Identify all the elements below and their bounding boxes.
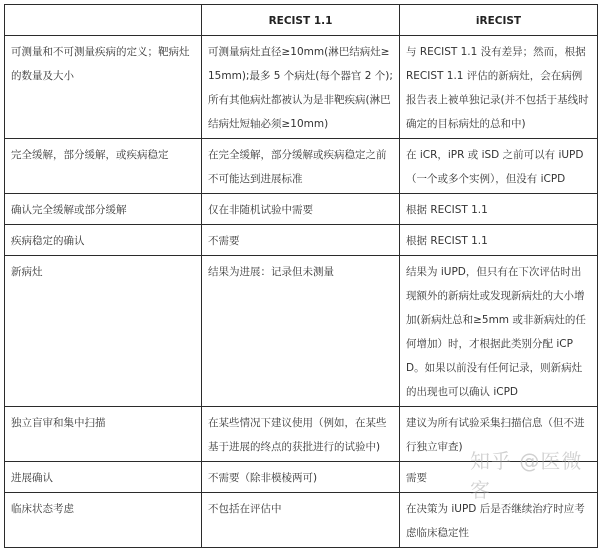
recist-cell: 不包括在评估中	[202, 493, 400, 548]
header-criterion	[5, 5, 202, 36]
header-irecist: iRECIST	[400, 5, 598, 36]
criterion-cell: 进展确认	[5, 462, 202, 493]
table-row	[5, 493, 598, 548]
irecist-cell: 结果为 iUPD，但只有在下次评估时出现额外的新病灶或发现新病灶的大小增加(新病灶总和≥5mm 或非新病灶的任何增加）时，才根据此类别分配 iCPD。如果以前没有任何记录，则新病灶的出现也可以确认 iCPD	[400, 256, 598, 407]
irecist-cell: 根据 RECIST 1.1	[400, 194, 598, 225]
irecist-cell: 需要	[400, 462, 598, 493]
recist-cell: 结果为进展：记录但未测量	[202, 256, 400, 407]
criterion-cell: 疾病稳定的确认	[5, 225, 202, 256]
table-row	[5, 194, 598, 225]
criterion-cell: 新病灶	[5, 256, 202, 407]
criterion-cell: 确认完全缓解或部分缓解	[5, 194, 202, 225]
table-row	[5, 462, 598, 493]
irecist-cell: 在决策为 iUPD 后是否继续治疗时应考虑临床稳定性	[400, 493, 598, 548]
irecist-cell: 建议为所有试验采集扫描信息（但不进行独立审查)	[400, 407, 598, 462]
criterion-cell: 临床状态考虑	[5, 493, 202, 548]
recist-cell: 不需要（除非模棱两可)	[202, 462, 400, 493]
irecist-cell: 与 RECIST 1.1 没有差异；然而，根据 RECIST 1.1 评估的新病灶，会在病例报告表上被单独记录(并不包括于基线时确定的目标病灶的总和中)	[400, 36, 598, 139]
recist-cell: 在完全缓解，部分缓解或疾病稳定之前不可能达到进展标准	[202, 139, 400, 194]
table-row	[5, 225, 598, 256]
table-row	[5, 36, 598, 139]
table-row	[5, 407, 598, 462]
recist-cell: 在某些情况下建议使用（例如，在某些基于进展的终点的获批进行的试验中)	[202, 407, 400, 462]
header-recist: RECIST 1.1	[202, 5, 400, 36]
criterion-cell: 独立盲审和集中扫描	[5, 407, 202, 462]
table-row	[5, 256, 598, 407]
irecist-cell: 在 iCR，iPR 或 iSD 之前可以有 iUPD （一个或多个实例），但没有 iCPD	[400, 139, 598, 194]
recist-comparison-table	[4, 4, 598, 548]
recist-cell: 可测量病灶直径≥10mm(淋巴结病灶≥15mm);最多 5 个病灶(每个器官 2 个);所有其他病灶都被认为是非靶疾病(淋巴结病灶短轴必须≥10mm)	[202, 36, 400, 139]
recist-cell: 仅在非随机试验中需要	[202, 194, 400, 225]
table-header-row	[5, 5, 598, 36]
criterion-cell: 可测量和不可测量疾病的定义；靶病灶的数量及大小	[5, 36, 202, 139]
criterion-cell: 完全缓解，部分缓解，或疾病稳定	[5, 139, 202, 194]
table-row	[5, 139, 598, 194]
recist-cell: 不需要	[202, 225, 400, 256]
irecist-cell: 根据 RECIST 1.1	[400, 225, 598, 256]
watermark: 知乎 @医微客	[470, 449, 583, 502]
